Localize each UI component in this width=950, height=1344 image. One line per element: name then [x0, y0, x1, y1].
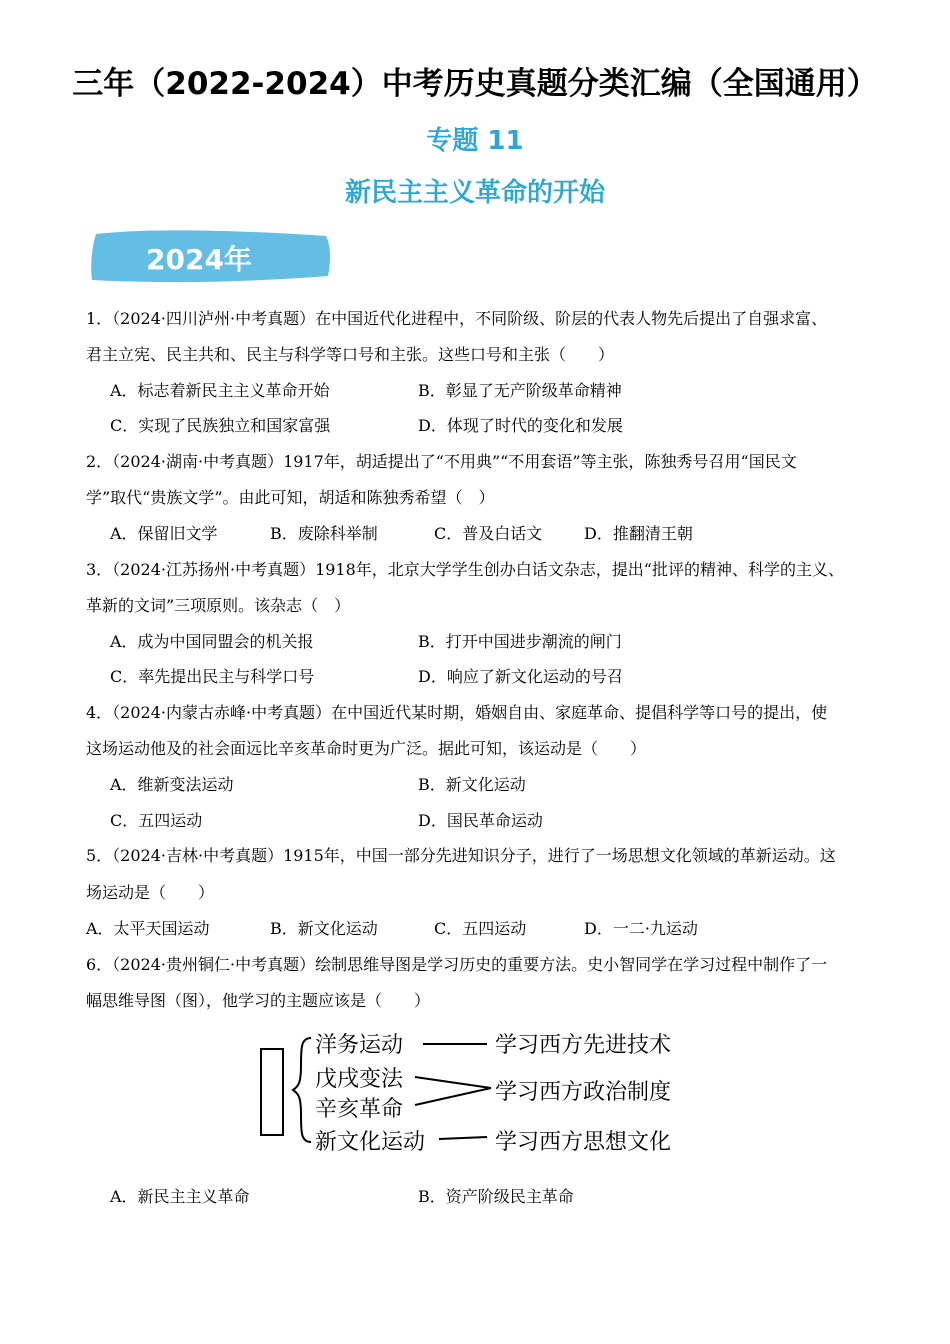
- option-d[interactable]: D．国民革命运动: [418, 811, 543, 830]
- connector-line: [415, 1088, 491, 1105]
- question-1-text: 1．（2024·四川泸州·中考真题）在中国近代化进程中，不同阶级、阶层的代表人物先后提出了自强求富、: [86, 309, 828, 328]
- option-c[interactable]: C．实现了民族独立和国家富强: [110, 416, 331, 435]
- option-a[interactable]: A．标志着新民主主义革命开始: [110, 381, 330, 400]
- question-2-text: 2．（2024·湖南·中考真题）1917年，胡适提出了“不用典”“不用套语”等主张，陈独秀号召用“国民文: [86, 452, 797, 471]
- option-c[interactable]: C．五四运动: [434, 919, 527, 938]
- page-title: 三年（2022-2024）中考历史真题分类汇编（全国通用）: [72, 66, 878, 102]
- connector-line: [415, 1077, 491, 1088]
- mindmap-event: 辛亥革命: [315, 1097, 404, 1122]
- option-a[interactable]: A．保留旧文学: [110, 524, 218, 543]
- year-badge: [88, 226, 334, 286]
- question-4-text: 这场运动他及的社会面远比辛亥革命时更为广泛。据此可知，该运动是（ ）: [86, 739, 647, 758]
- option-b[interactable]: B．新文化运动: [418, 775, 526, 794]
- mindmap-result: 学习西方先进技术: [495, 1033, 672, 1058]
- question-6-text: 幅思维导图（图），他学习的主题应该是（ ）: [86, 991, 431, 1010]
- mindmap-result: 学习西方思想文化: [495, 1130, 672, 1155]
- mindmap-event: 洋务运动: [315, 1033, 404, 1058]
- question-2-text: 学”取代“贵族文学”。由此可知，胡适和陈独秀希望（ ）: [86, 488, 495, 507]
- topic-number: 专题 11: [426, 126, 524, 156]
- option-b[interactable]: B．打开中国进步潮流的闸门: [418, 632, 622, 651]
- option-b[interactable]: B．废除科举制: [270, 524, 378, 543]
- mind-map-diagram: [255, 1020, 695, 1160]
- mindmap-result: 学习西方政治制度: [495, 1080, 672, 1105]
- question-5-text: 场运动是（ ）: [86, 883, 215, 902]
- option-b[interactable]: B．新文化运动: [270, 919, 378, 938]
- option-a[interactable]: A．新民主主义革命: [110, 1187, 250, 1206]
- option-d[interactable]: D．响应了新文化运动的号召: [418, 667, 623, 686]
- option-a[interactable]: A．成为中国同盟会的机关报: [110, 632, 314, 651]
- topic-title: 新民主主义革命的开始: [344, 178, 605, 208]
- option-d[interactable]: D．一二·九运动: [584, 919, 698, 938]
- question-5-text: 5．（2024·吉林·中考真题）1915年，中国一部分先进知识分子，进行了一场思想文化领域的革新运动。这: [86, 846, 836, 865]
- option-d[interactable]: D．推翻清王朝: [584, 524, 693, 543]
- blank-theme-box: [261, 1049, 283, 1135]
- question-6-text: 6．（2024·贵州铜仁·中考真题）绘制思维导图是学习历史的重要方法。史小智同学在学习过程中制作了一: [86, 955, 828, 974]
- connector-line: [439, 1137, 487, 1139]
- option-a[interactable]: A．太平天国运动: [86, 919, 210, 938]
- question-3-text: 革新的文词”三项原则。该杂志（ ）: [86, 596, 351, 615]
- question-4-text: 4．（2024·内蒙古赤峰·中考真题）在中国近代某时期，婚姻自由、家庭革命、提倡科学等口号的提出，使: [86, 703, 828, 722]
- mindmap-event: 戊戌变法: [315, 1067, 404, 1092]
- option-b[interactable]: B．彰显了无产阶级革命精神: [418, 381, 622, 400]
- option-c[interactable]: C．率先提出民主与科学口号: [110, 667, 315, 686]
- option-c[interactable]: C．普及白话文: [434, 524, 543, 543]
- option-c[interactable]: C．五四运动: [110, 811, 203, 830]
- option-d[interactable]: D．体现了时代的变化和发展: [418, 416, 623, 435]
- curly-brace: [293, 1038, 311, 1142]
- question-3-text: 3．（2024·江苏扬州·中考真题）1918年，北京大学学生创办白话文杂志，提出“批评的精神、科学的主义、: [86, 560, 844, 579]
- option-b[interactable]: B．资产阶级民主革命: [418, 1187, 574, 1206]
- mindmap-event: 新文化运动: [315, 1130, 426, 1155]
- year-badge-label: 2024年: [146, 243, 252, 276]
- option-a[interactable]: A．维新变法运动: [110, 775, 234, 794]
- question-1-text: 君主立宪、民主共和、民主与科学等口号和主张。这些口号和主张（ ）: [86, 345, 615, 364]
